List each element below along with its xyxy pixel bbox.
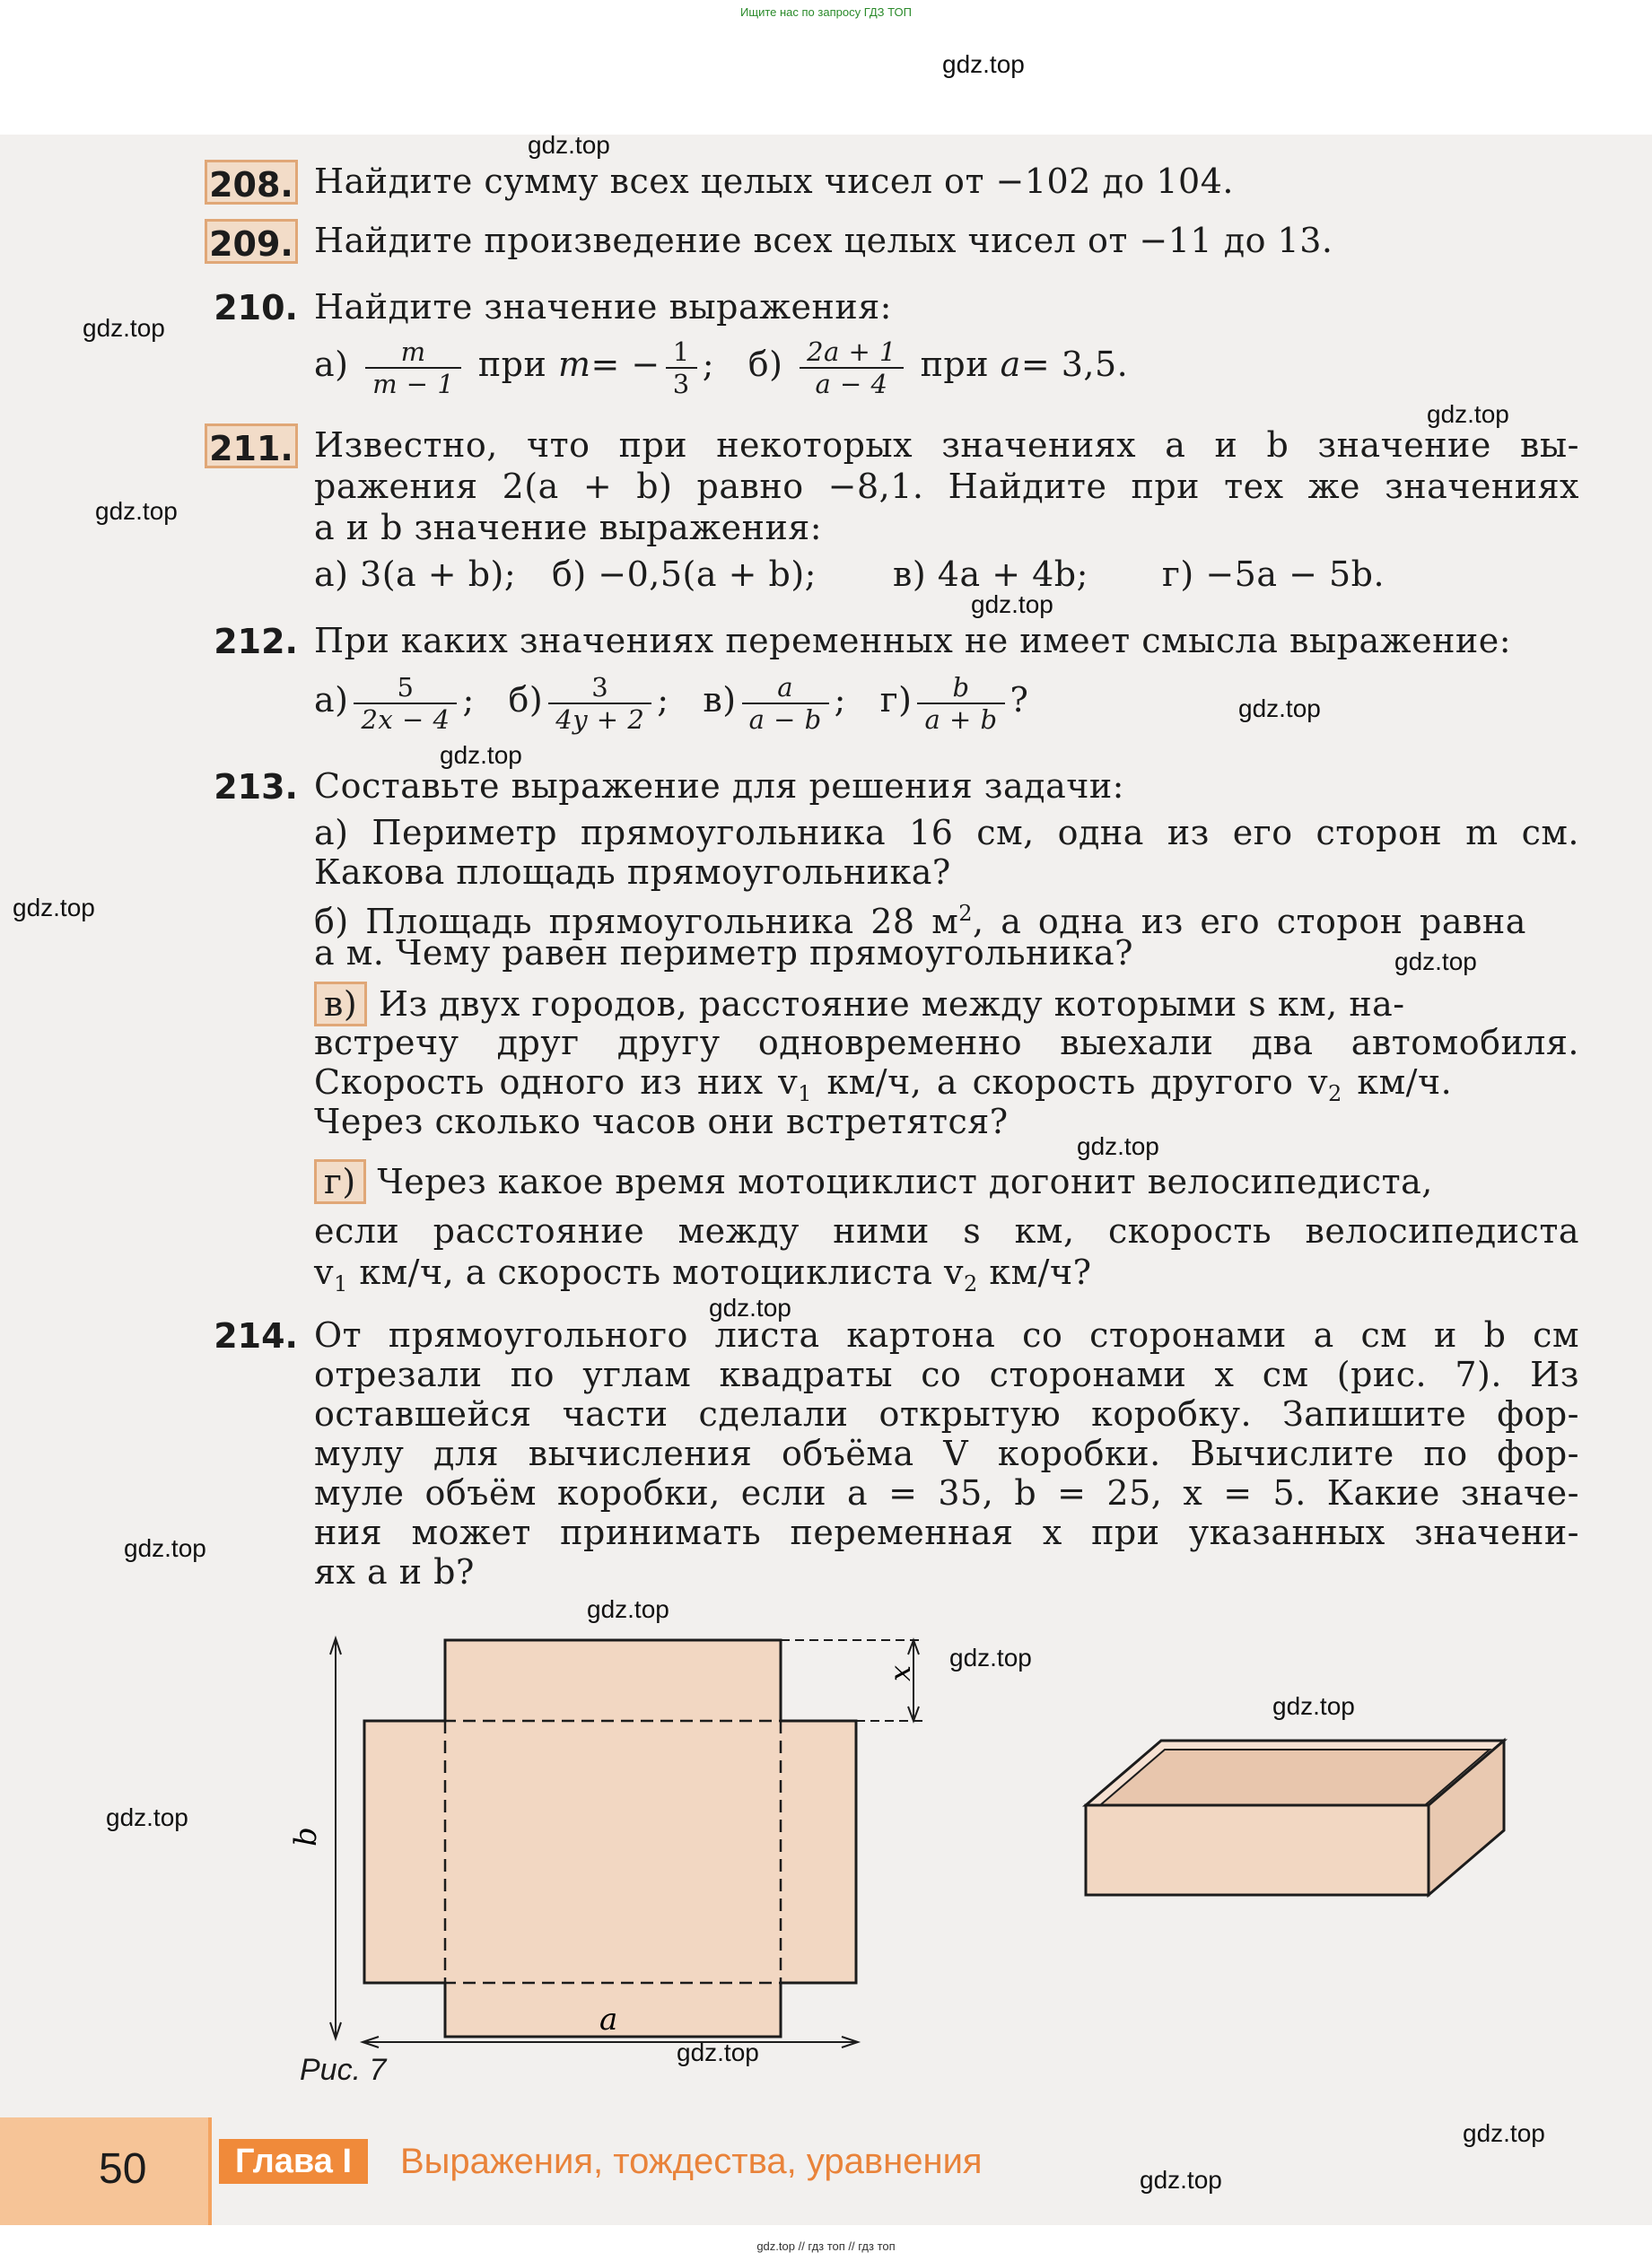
watermark: gdz.top (971, 590, 1053, 618)
denominator: 2x − 4 (361, 703, 450, 735)
problem-213c-line-1 (314, 982, 1579, 1026)
box-inner-wall (1100, 1750, 1490, 1805)
value: = 3,5. (1020, 345, 1129, 384)
watermark: gdz.top (942, 50, 1025, 78)
denominator: m − 1 (372, 368, 455, 399)
option-box: в) (314, 982, 367, 1026)
option-label: в) (703, 680, 737, 720)
problem-213c-line-2: встречу друг другу одновременно выехали два автомобиля. (314, 1023, 1579, 1062)
option-label: г) (879, 680, 913, 720)
problem-213d-line-1 (314, 1159, 1579, 1204)
watermark: gdz.top (587, 1595, 669, 1623)
fraction-210b (800, 336, 904, 399)
chapter-title: Выражения, тождества, уравнения (400, 2142, 983, 2181)
watermark: gdz.top (440, 741, 522, 769)
equals-sign: = − (590, 345, 660, 384)
problem-211-number: 211. (205, 423, 298, 468)
condition-word: при (920, 345, 990, 384)
numerator: b (917, 672, 1004, 704)
problem-213-text: Составьте выражение для решения задачи: (314, 766, 1124, 806)
fraction-one-third (666, 336, 697, 399)
problem-213a-line-2: Какова площадь прямоугольника? (314, 852, 951, 892)
numerator: m (365, 336, 461, 369)
problem-214-number: 214. (214, 1316, 298, 1356)
denominator: a − b (748, 703, 822, 735)
watermark: gdz.top (124, 1534, 206, 1562)
footer-note: gdz.top // гдз топ // гдз топ (756, 2239, 896, 2253)
superscript: 2 (958, 901, 974, 926)
problem-214-line-7: ях a и b? (314, 1552, 475, 1592)
problem-209-text: Найдите произведение всех целых чисел от −11 до 13. (314, 221, 1333, 260)
header-note: Ищите нас по запросу ГДЗ ТОП (740, 5, 912, 19)
label-b: b (288, 1827, 324, 1846)
watermark: gdz.top (677, 2038, 759, 2066)
denominator: a + b (924, 703, 998, 735)
problem-214-line-1: От прямоугольного листа картона со сторонами a см и b см (314, 1315, 1579, 1355)
subscript: 2 (1327, 1081, 1342, 1106)
problem-211-line-3: a и b значение выражения: (314, 508, 823, 547)
carton-net (364, 1640, 856, 2037)
text: v (314, 1253, 334, 1292)
denominator: 4y + 2 (555, 703, 645, 735)
numerator: 3 (548, 672, 651, 704)
option-d: г) −5a − 5b. (1162, 554, 1385, 594)
watermark: gdz.top (1394, 947, 1477, 975)
denominator: 3 (672, 368, 690, 399)
problem-210-number: 210. (214, 288, 298, 327)
watermark: gdz.top (1077, 1132, 1159, 1160)
figure-7 (288, 1624, 1534, 2046)
denominator: a − 4 (815, 368, 888, 399)
text: Через какое время мотоциклист догонит велосипедиста, (377, 1162, 1433, 1201)
fraction-212d (917, 672, 1004, 735)
problem-211-line-2: ражения 2(a + b) равно −8,1. Найдите при тех же значениях (314, 467, 1579, 506)
footer-divider (208, 2117, 212, 2225)
punctuation: ; (462, 680, 475, 720)
option-c: в) 4a + 4b; (893, 554, 1088, 594)
watermark: gdz.top (1427, 400, 1509, 428)
numerator: 1 (666, 336, 697, 369)
figure-caption: Рис. 7 (300, 2053, 387, 2087)
subscript: 1 (798, 1081, 812, 1106)
problem-214-line-4: мулу для вычисления объёма V коробки. Вычислите по фор- (314, 1434, 1579, 1473)
problem-214-line-6: ния может принимать переменная x при указанных значени- (314, 1513, 1579, 1552)
variable: a (1000, 345, 1021, 384)
watermark: gdz.top (83, 314, 165, 342)
problem-211-line-1: Известно, что при некоторых значениях a и b значение вы- (314, 425, 1579, 465)
problem-213b-line-2: a м. Чему равен периметр прямоугольника? (314, 933, 1133, 973)
problem-210-options (314, 332, 1579, 399)
fraction-210a (365, 336, 461, 399)
problem-213-number: 213. (214, 767, 298, 807)
watermark: gdz.top (709, 1294, 791, 1322)
option-label: б) (508, 680, 544, 720)
fraction-212a (354, 672, 457, 735)
option-label: а) (314, 345, 349, 384)
option-label: б) (747, 345, 783, 384)
punctuation: ? (1010, 680, 1029, 720)
problem-208-number: 208. (205, 160, 298, 205)
punctuation: ; (702, 345, 715, 384)
fraction-212b (548, 672, 651, 735)
option-b: б) −0,5(a + b); (552, 554, 817, 594)
watermark: gdz.top (1140, 2166, 1222, 2194)
chapter-label: Глава I (219, 2139, 368, 2184)
punctuation: ; (834, 680, 846, 720)
problem-210-text: Найдите значение выражения: (314, 287, 892, 327)
text: б) Площадь прямоугольника 28 м (314, 902, 959, 941)
variable: m (557, 345, 591, 384)
problem-208-text: Найдите сумму всех целых чисел от −102 до 104. (314, 162, 1234, 201)
watermark: gdz.top (95, 497, 178, 525)
text: Из двух городов, расстояние между которыми s км, на- (378, 984, 1405, 1024)
problem-212-text: При каких значениях переменных не имеет смысла выражение: (314, 621, 1512, 660)
page-number: 50 (99, 2145, 147, 2193)
problem-214-line-5: муле объём коробки, если a = 35, b = 25, x = 5. Какие значе- (314, 1473, 1579, 1513)
option-a: а) 3(a + b); (314, 554, 517, 594)
problem-213a-line-1: а) Периметр прямоугольника 16 см, одна из его сторон m см. (314, 813, 1579, 852)
fraction-212c (742, 672, 829, 735)
subscript: 2 (963, 1271, 978, 1296)
text: Скорость одного из них v (314, 1062, 799, 1102)
option-box: г) (314, 1159, 366, 1204)
problem-214-line-2: отрезали по углам квадраты со сторонами x см (рис. 7). Из (314, 1355, 1579, 1394)
numerator: 2a + 1 (800, 336, 904, 369)
problem-209-number: 209. (205, 219, 298, 264)
text: км/ч, а скорость мотоциклиста v (347, 1253, 964, 1292)
option-label: а) (314, 680, 349, 720)
watermark: gdz.top (1238, 694, 1321, 722)
problem-213c-line-4: Через сколько часов они встретятся? (314, 1102, 1009, 1141)
watermark: gdz.top (1272, 1692, 1355, 1720)
problem-212-options (314, 664, 1579, 736)
subscript: 1 (333, 1271, 348, 1296)
text: км/ч, а скорость другого v (811, 1062, 1328, 1102)
box-front-side (1086, 1805, 1429, 1895)
text: км/ч? (977, 1253, 1092, 1292)
watermark: gdz.top (13, 894, 95, 921)
punctuation: ; (657, 680, 669, 720)
problem-214-line-3: оставшейся части сделали открытую коробку. Запишите фор- (314, 1394, 1579, 1434)
label-x: x (883, 1664, 917, 1681)
watermark: gdz.top (1463, 2119, 1545, 2147)
condition-word: при (477, 345, 547, 384)
problem-213d-line-3 (314, 1253, 1579, 1304)
problem-211-options (314, 554, 1579, 594)
label-a: a (599, 2002, 618, 2038)
watermark: gdz.top (106, 1803, 188, 1831)
problem-213d-line-2: если расстояние между ними s км, скорость велосипедиста (314, 1211, 1579, 1251)
text: , а одна из его сторон равна (973, 902, 1526, 941)
watermark: gdz.top (949, 1644, 1032, 1672)
numerator: 5 (354, 672, 457, 704)
numerator: a (742, 672, 829, 704)
text: км/ч. (1342, 1062, 1453, 1102)
problem-212-number: 212. (214, 622, 298, 661)
watermark: gdz.top (528, 131, 610, 159)
